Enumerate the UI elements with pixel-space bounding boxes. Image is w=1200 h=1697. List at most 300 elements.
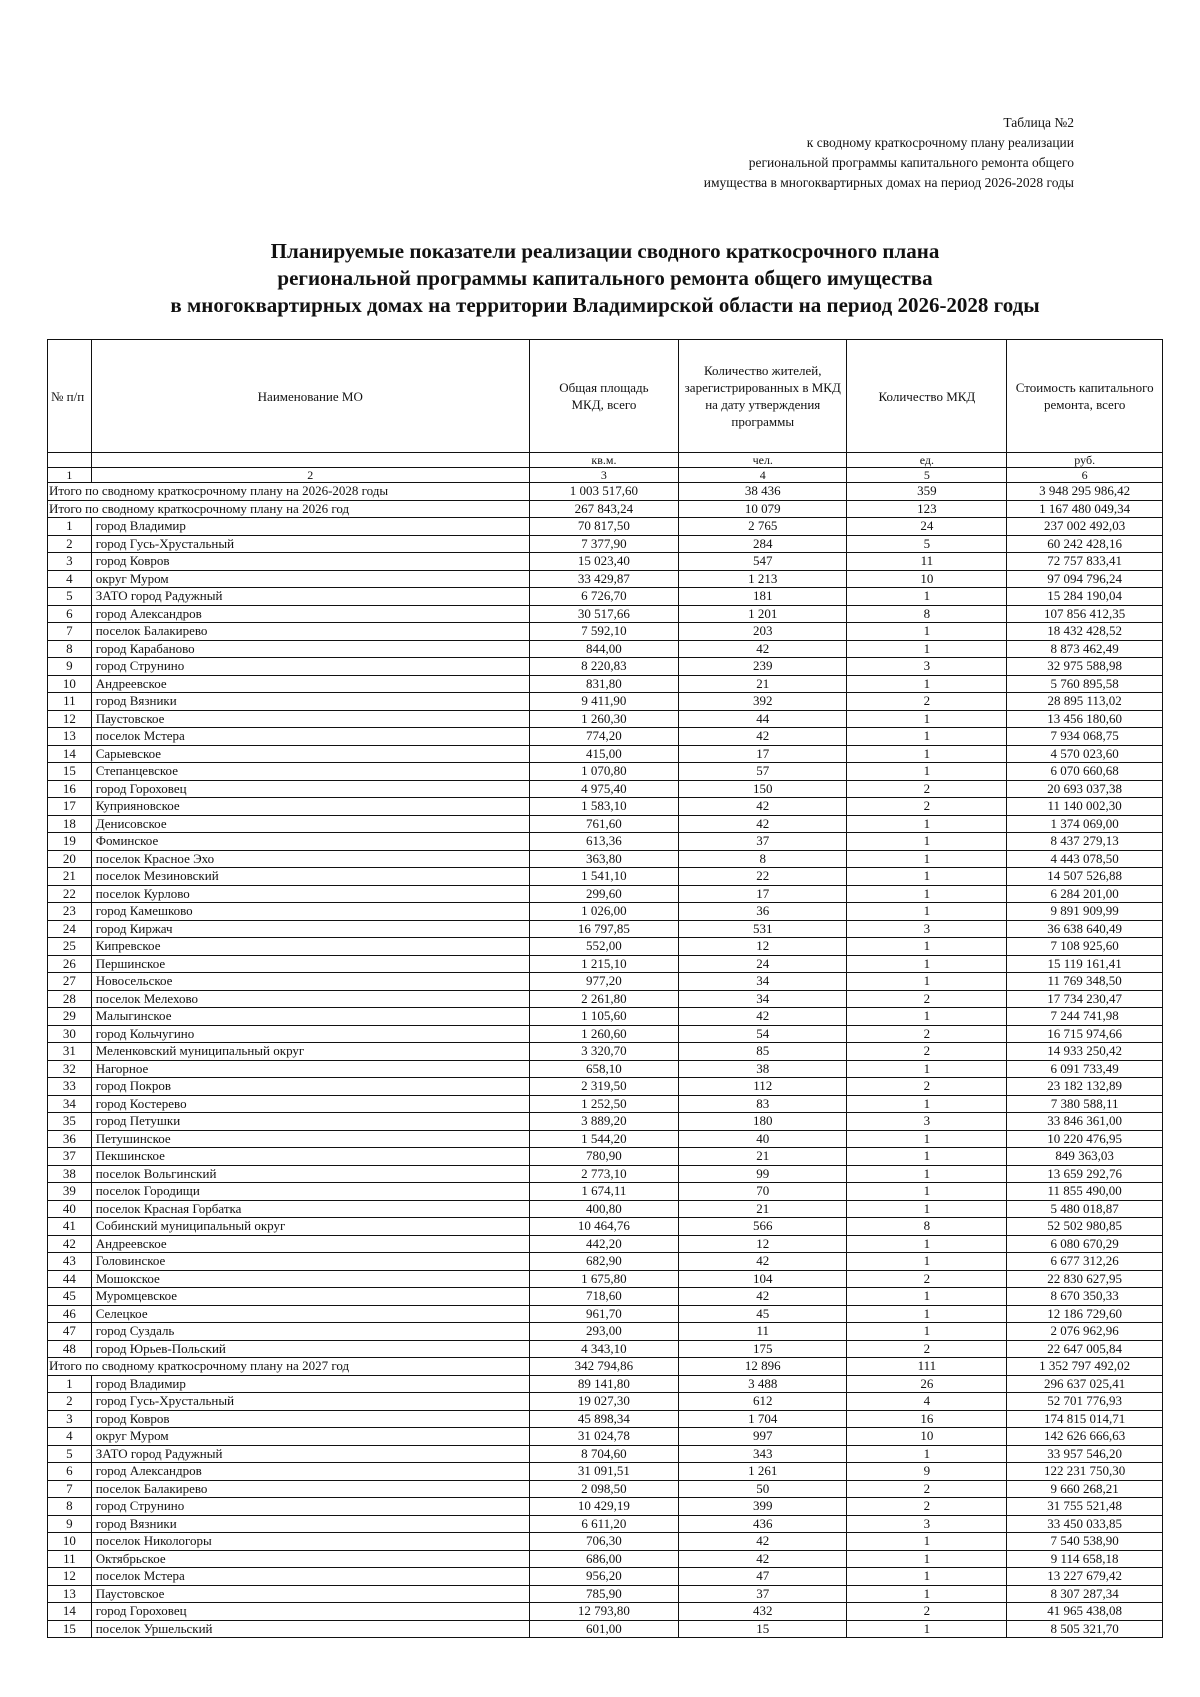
row-number: 42 [48, 1235, 92, 1253]
unit-cost: руб. [1007, 453, 1163, 468]
row-name: город Покров [91, 1078, 529, 1096]
row-residents: 42 [679, 1008, 847, 1026]
row-residents: 392 [679, 693, 847, 711]
row-area: 1 070,80 [529, 763, 678, 781]
table-row [48, 570, 1163, 588]
row-residents: 42 [679, 815, 847, 833]
row-area: 686,00 [529, 1550, 678, 1568]
row-name: Денисовское [91, 815, 529, 833]
row-residents: 85 [679, 1043, 847, 1061]
row-area: 6 726,70 [529, 588, 678, 606]
row-residents: 2 765 [679, 518, 847, 536]
row-name: город Кольчугино [91, 1025, 529, 1043]
table-total-row [48, 500, 1163, 518]
row-cost: 8 437 279,13 [1007, 833, 1163, 851]
table-row [48, 1183, 1163, 1201]
row-cost: 9 891 909,99 [1007, 903, 1163, 921]
row-mkd: 1 [847, 623, 1007, 641]
document-title [60, 238, 1150, 319]
table-row [48, 1218, 1163, 1236]
table-row [48, 1340, 1163, 1358]
row-mkd: 5 [847, 535, 1007, 553]
row-name: Куприяновское [91, 798, 529, 816]
row-area: 1 260,30 [529, 710, 678, 728]
row-area: 7 592,10 [529, 623, 678, 641]
row-cost: 174 815 014,71 [1007, 1410, 1163, 1428]
row-cost: 4 570 023,60 [1007, 745, 1163, 763]
row-cost: 20 693 037,38 [1007, 780, 1163, 798]
row-number: 8 [48, 1498, 92, 1516]
row-mkd: 2 [847, 1603, 1007, 1621]
row-cost: 3 948 295 986,42 [1007, 483, 1163, 501]
table-row [48, 1410, 1163, 1428]
row-name: город Ковров [91, 1410, 529, 1428]
row-number: 35 [48, 1113, 92, 1131]
row-residents: 83 [679, 1095, 847, 1113]
row-name: поселок Никологоры [91, 1533, 529, 1551]
row-residents: 566 [679, 1218, 847, 1236]
row-name: поселок Курлово [91, 885, 529, 903]
row-mkd: 123 [847, 500, 1007, 518]
table-row [48, 920, 1163, 938]
row-residents: 17 [679, 745, 847, 763]
row-number: 43 [48, 1253, 92, 1271]
row-area: 718,60 [529, 1288, 678, 1306]
title-line-2: региональной программы капитального ремонта общего имущества [277, 266, 933, 290]
row-area: 363,80 [529, 850, 678, 868]
row-cost: 8 670 350,33 [1007, 1288, 1163, 1306]
row-name: Андреевское [91, 675, 529, 693]
row-number: 30 [48, 1025, 92, 1043]
row-name: поселок Вольгинский [91, 1165, 529, 1183]
row-cost: 31 755 521,48 [1007, 1498, 1163, 1516]
row-cost: 33 957 546,20 [1007, 1445, 1163, 1463]
row-mkd: 359 [847, 483, 1007, 501]
row-area: 3 320,70 [529, 1043, 678, 1061]
row-number: 41 [48, 1218, 92, 1236]
annex-line-4: имущества в многоквартирных домах на период 2026-2028 годы [703, 175, 1074, 190]
row-cost: 6 070 660,68 [1007, 763, 1163, 781]
row-cost: 9 660 268,21 [1007, 1480, 1163, 1498]
row-mkd: 3 [847, 1113, 1007, 1131]
row-name: округ Муром [91, 1428, 529, 1446]
unit-residents: чел. [679, 453, 847, 468]
row-mkd: 1 [847, 745, 1007, 763]
row-name: поселок Мелехово [91, 990, 529, 1008]
row-name: Селецкое [91, 1305, 529, 1323]
row-name: город Гусь-Хрустальный [91, 535, 529, 553]
row-name: Сарыевское [91, 745, 529, 763]
row-area: 400,80 [529, 1200, 678, 1218]
row-mkd: 1 [847, 1183, 1007, 1201]
row-name: Паустовское [91, 710, 529, 728]
row-name: поселок Балакирево [91, 1480, 529, 1498]
row-residents: 24 [679, 955, 847, 973]
row-residents: 38 436 [679, 483, 847, 501]
row-mkd: 1 [847, 1253, 1007, 1271]
header-cost-text: Стоимость капитального ремонта, всего [1015, 380, 1154, 412]
row-area: 1 544,20 [529, 1130, 678, 1148]
table-row [48, 1200, 1163, 1218]
row-area: 31 091,51 [529, 1463, 678, 1481]
annex-line-2: к сводному краткосрочному плану реализации [806, 135, 1074, 150]
row-area: 4 975,40 [529, 780, 678, 798]
row-mkd: 1 [847, 903, 1007, 921]
table-row [48, 1270, 1163, 1288]
table-row [48, 640, 1163, 658]
row-name: город Петушки [91, 1113, 529, 1131]
column-number: 2 [91, 468, 529, 483]
row-residents: 38 [679, 1060, 847, 1078]
row-mkd: 2 [847, 1498, 1007, 1516]
row-number: 17 [48, 798, 92, 816]
row-residents: 1 261 [679, 1463, 847, 1481]
row-residents: 42 [679, 640, 847, 658]
row-area: 780,90 [529, 1148, 678, 1166]
row-cost: 52 502 980,85 [1007, 1218, 1163, 1236]
row-name: Малыгинское [91, 1008, 529, 1026]
row-area: 774,20 [529, 728, 678, 746]
row-name: Мошокское [91, 1270, 529, 1288]
row-area: 1 674,11 [529, 1183, 678, 1201]
row-residents: 99 [679, 1165, 847, 1183]
row-name: поселок Мезиновский [91, 868, 529, 886]
row-name: Новосельское [91, 973, 529, 991]
row-name: город Струнино [91, 658, 529, 676]
row-name: город Александров [91, 605, 529, 623]
row-cost: 13 659 292,76 [1007, 1165, 1163, 1183]
table-row [48, 518, 1163, 536]
row-number: 4 [48, 570, 92, 588]
row-cost: 7 934 068,75 [1007, 728, 1163, 746]
row-mkd: 1 [847, 1305, 1007, 1323]
row-mkd: 1 [847, 1008, 1007, 1026]
row-name: Андреевское [91, 1235, 529, 1253]
row-name: Октябрьское [91, 1550, 529, 1568]
row-mkd: 1 [847, 728, 1007, 746]
row-area: 1 675,80 [529, 1270, 678, 1288]
row-name: город Ковров [91, 553, 529, 571]
row-cost: 11 140 002,30 [1007, 798, 1163, 816]
row-number: 14 [48, 745, 92, 763]
row-area: 4 343,10 [529, 1340, 678, 1358]
table-row [48, 1043, 1163, 1061]
row-number: 15 [48, 1620, 92, 1638]
row-cost: 8 505 321,70 [1007, 1620, 1163, 1638]
row-area: 9 411,90 [529, 693, 678, 711]
row-residents: 180 [679, 1113, 847, 1131]
row-number: 29 [48, 1008, 92, 1026]
row-mkd: 111 [847, 1358, 1007, 1376]
column-number: 1 [48, 468, 92, 483]
row-cost: 1 167 480 049,34 [1007, 500, 1163, 518]
table-row [48, 1393, 1163, 1411]
unit-name [91, 453, 529, 468]
row-number: 1 [48, 1375, 92, 1393]
row-residents: 239 [679, 658, 847, 676]
table-row [48, 693, 1163, 711]
row-number: 7 [48, 1480, 92, 1498]
row-mkd: 1 [847, 763, 1007, 781]
row-residents: 54 [679, 1025, 847, 1043]
row-number: 11 [48, 1550, 92, 1568]
row-mkd: 2 [847, 1270, 1007, 1288]
row-residents: 11 [679, 1323, 847, 1341]
row-mkd: 3 [847, 920, 1007, 938]
row-residents: 547 [679, 553, 847, 571]
row-area: 10 429,19 [529, 1498, 678, 1516]
row-area: 785,90 [529, 1585, 678, 1603]
row-mkd: 10 [847, 570, 1007, 588]
row-name: город Киржач [91, 920, 529, 938]
row-number: 37 [48, 1148, 92, 1166]
row-mkd: 2 [847, 1078, 1007, 1096]
row-name: город Гороховец [91, 780, 529, 798]
row-name: ЗАТО город Радужный [91, 588, 529, 606]
row-mkd: 1 [847, 1585, 1007, 1603]
unit-num [48, 453, 92, 468]
row-area: 1 260,60 [529, 1025, 678, 1043]
row-area: 1 541,10 [529, 868, 678, 886]
row-mkd: 1 [847, 850, 1007, 868]
row-number: 28 [48, 990, 92, 1008]
table-row [48, 763, 1163, 781]
row-mkd: 1 [847, 1148, 1007, 1166]
row-area: 6 611,20 [529, 1515, 678, 1533]
row-cost: 41 965 438,08 [1007, 1603, 1163, 1621]
annex-line-1: Таблица №2 [1003, 115, 1074, 130]
header-area-text: Общая площадь МКД, всего [559, 380, 649, 412]
table-row [48, 605, 1163, 623]
row-name: Меленковский муниципальный округ [91, 1043, 529, 1061]
row-mkd: 1 [847, 868, 1007, 886]
row-number: 45 [48, 1288, 92, 1306]
row-residents: 42 [679, 798, 847, 816]
row-number: 40 [48, 1200, 92, 1218]
row-mkd: 1 [847, 833, 1007, 851]
row-area: 2 773,10 [529, 1165, 678, 1183]
table-row [48, 1375, 1163, 1393]
row-number: 27 [48, 973, 92, 991]
header-cost [1007, 340, 1163, 453]
row-residents: 1 704 [679, 1410, 847, 1428]
table-row [48, 1323, 1163, 1341]
row-cost: 32 975 588,98 [1007, 658, 1163, 676]
row-area: 45 898,34 [529, 1410, 678, 1428]
row-number: 5 [48, 588, 92, 606]
row-area: 1 215,10 [529, 955, 678, 973]
header-num: № п/п [48, 340, 92, 453]
row-number: 4 [48, 1428, 92, 1446]
row-name: город Владимир [91, 518, 529, 536]
row-number: 2 [48, 535, 92, 553]
row-cost: 2 076 962,96 [1007, 1323, 1163, 1341]
row-number: 26 [48, 955, 92, 973]
row-residents: 432 [679, 1603, 847, 1621]
row-area: 844,00 [529, 640, 678, 658]
row-residents: 34 [679, 973, 847, 991]
row-name: город Гороховец [91, 1603, 529, 1621]
table-row [48, 1235, 1163, 1253]
row-area: 552,00 [529, 938, 678, 956]
row-mkd: 1 [847, 1620, 1007, 1638]
row-mkd: 2 [847, 780, 1007, 798]
row-name: Пекшинское [91, 1148, 529, 1166]
row-number: 8 [48, 640, 92, 658]
row-mkd: 2 [847, 1043, 1007, 1061]
row-cost: 6 677 312,26 [1007, 1253, 1163, 1271]
row-name: Собинский муниципальный округ [91, 1218, 529, 1236]
column-number: 5 [847, 468, 1007, 483]
row-mkd: 1 [847, 973, 1007, 991]
header-residents: Количество жителей, зарегистрированных в МКД на дату утверждения программы [679, 340, 847, 453]
row-number: 38 [48, 1165, 92, 1183]
row-area: 2 098,50 [529, 1480, 678, 1498]
table-row [48, 1445, 1163, 1463]
row-residents: 612 [679, 1393, 847, 1411]
table-row [48, 728, 1163, 746]
row-area: 15 023,40 [529, 553, 678, 571]
row-number: 13 [48, 728, 92, 746]
table-row [48, 1603, 1163, 1621]
row-name: поселок Мстера [91, 728, 529, 746]
row-residents: 42 [679, 1253, 847, 1271]
table-row [48, 623, 1163, 641]
row-number: 32 [48, 1060, 92, 1078]
row-area: 8 704,60 [529, 1445, 678, 1463]
row-cost: 11 855 490,00 [1007, 1183, 1163, 1201]
row-cost: 22 647 005,84 [1007, 1340, 1163, 1358]
row-cost: 6 091 733,49 [1007, 1060, 1163, 1078]
row-number: 12 [48, 710, 92, 728]
row-mkd: 1 [847, 1235, 1007, 1253]
row-residents: 21 [679, 1200, 847, 1218]
row-name: город Александров [91, 1463, 529, 1481]
row-name: округ Муром [91, 570, 529, 588]
row-name: поселок Городищи [91, 1183, 529, 1201]
table-row [48, 1078, 1163, 1096]
row-residents: 10 079 [679, 500, 847, 518]
row-cost: 10 220 476,95 [1007, 1130, 1163, 1148]
table-row [48, 1305, 1163, 1323]
table-row [48, 938, 1163, 956]
header-mkd: Количество МКД [847, 340, 1007, 453]
table-row [48, 1113, 1163, 1131]
row-cost: 122 231 750,30 [1007, 1463, 1163, 1481]
row-area: 831,80 [529, 675, 678, 693]
table-row [48, 955, 1163, 973]
row-name: поселок Мстера [91, 1568, 529, 1586]
row-mkd: 16 [847, 1410, 1007, 1428]
row-mkd: 1 [847, 1445, 1007, 1463]
row-residents: 15 [679, 1620, 847, 1638]
table-row [48, 1515, 1163, 1533]
row-name: Фоминское [91, 833, 529, 851]
row-area: 1 583,10 [529, 798, 678, 816]
row-name: город Вязники [91, 693, 529, 711]
row-number: 14 [48, 1603, 92, 1621]
row-cost: 7 540 538,90 [1007, 1533, 1163, 1551]
row-area: 10 464,76 [529, 1218, 678, 1236]
row-area: 658,10 [529, 1060, 678, 1078]
table-row [48, 1060, 1163, 1078]
annex-line-3: региональной программы капитального ремонта общего [748, 155, 1074, 170]
row-number: 48 [48, 1340, 92, 1358]
row-cost: 6 080 670,29 [1007, 1235, 1163, 1253]
row-cost: 12 186 729,60 [1007, 1305, 1163, 1323]
row-area: 3 889,20 [529, 1113, 678, 1131]
row-name: Итого по сводному краткосрочному плану на 2026 год [48, 500, 530, 518]
row-residents: 42 [679, 1550, 847, 1568]
row-residents: 36 [679, 903, 847, 921]
title-line-1: Планируемые показатели реализации сводного краткосрочного плана [270, 239, 940, 263]
row-number: 19 [48, 833, 92, 851]
row-residents: 34 [679, 990, 847, 1008]
table-row [48, 1130, 1163, 1148]
row-name: Кипревское [91, 938, 529, 956]
row-mkd: 2 [847, 1025, 1007, 1043]
row-cost: 13 227 679,42 [1007, 1568, 1163, 1586]
row-name: Итого по сводному краткосрочному плану на 2026-2028 годы [48, 483, 530, 501]
row-residents: 3 488 [679, 1375, 847, 1393]
row-cost: 1 374 069,00 [1007, 815, 1163, 833]
row-cost: 6 284 201,00 [1007, 885, 1163, 903]
row-mkd: 11 [847, 553, 1007, 571]
row-residents: 57 [679, 763, 847, 781]
row-mkd: 1 [847, 588, 1007, 606]
row-residents: 42 [679, 1288, 847, 1306]
row-mkd: 1 [847, 1165, 1007, 1183]
row-residents: 37 [679, 1585, 847, 1603]
row-name: Головинское [91, 1253, 529, 1271]
row-number: 7 [48, 623, 92, 641]
row-residents: 531 [679, 920, 847, 938]
row-area: 89 141,80 [529, 1375, 678, 1393]
row-cost: 22 830 627,95 [1007, 1270, 1163, 1288]
table-row [48, 1463, 1163, 1481]
row-mkd: 1 [847, 1533, 1007, 1551]
row-residents: 37 [679, 833, 847, 851]
row-area: 8 220,83 [529, 658, 678, 676]
row-area: 33 429,87 [529, 570, 678, 588]
row-number: 16 [48, 780, 92, 798]
row-number: 12 [48, 1568, 92, 1586]
row-residents: 12 896 [679, 1358, 847, 1376]
table-total-row [48, 483, 1163, 501]
row-number: 46 [48, 1305, 92, 1323]
row-mkd: 1 [847, 885, 1007, 903]
row-area: 1 252,50 [529, 1095, 678, 1113]
row-mkd: 1 [847, 1200, 1007, 1218]
row-mkd: 1 [847, 675, 1007, 693]
row-name: город Гусь-Хрустальный [91, 1393, 529, 1411]
row-name: Муромцевское [91, 1288, 529, 1306]
row-area: 682,90 [529, 1253, 678, 1271]
row-name: Петушинское [91, 1130, 529, 1148]
row-mkd: 24 [847, 518, 1007, 536]
row-mkd: 4 [847, 1393, 1007, 1411]
row-area: 342 794,86 [529, 1358, 678, 1376]
row-cost: 4 443 078,50 [1007, 850, 1163, 868]
row-mkd: 1 [847, 1095, 1007, 1113]
unit-mkd: ед. [847, 453, 1007, 468]
row-name: поселок Балакирево [91, 623, 529, 641]
row-name: Першинское [91, 955, 529, 973]
row-area: 299,60 [529, 885, 678, 903]
row-cost: 14 507 526,88 [1007, 868, 1163, 886]
row-area: 761,60 [529, 815, 678, 833]
row-name: город Вязники [91, 1515, 529, 1533]
